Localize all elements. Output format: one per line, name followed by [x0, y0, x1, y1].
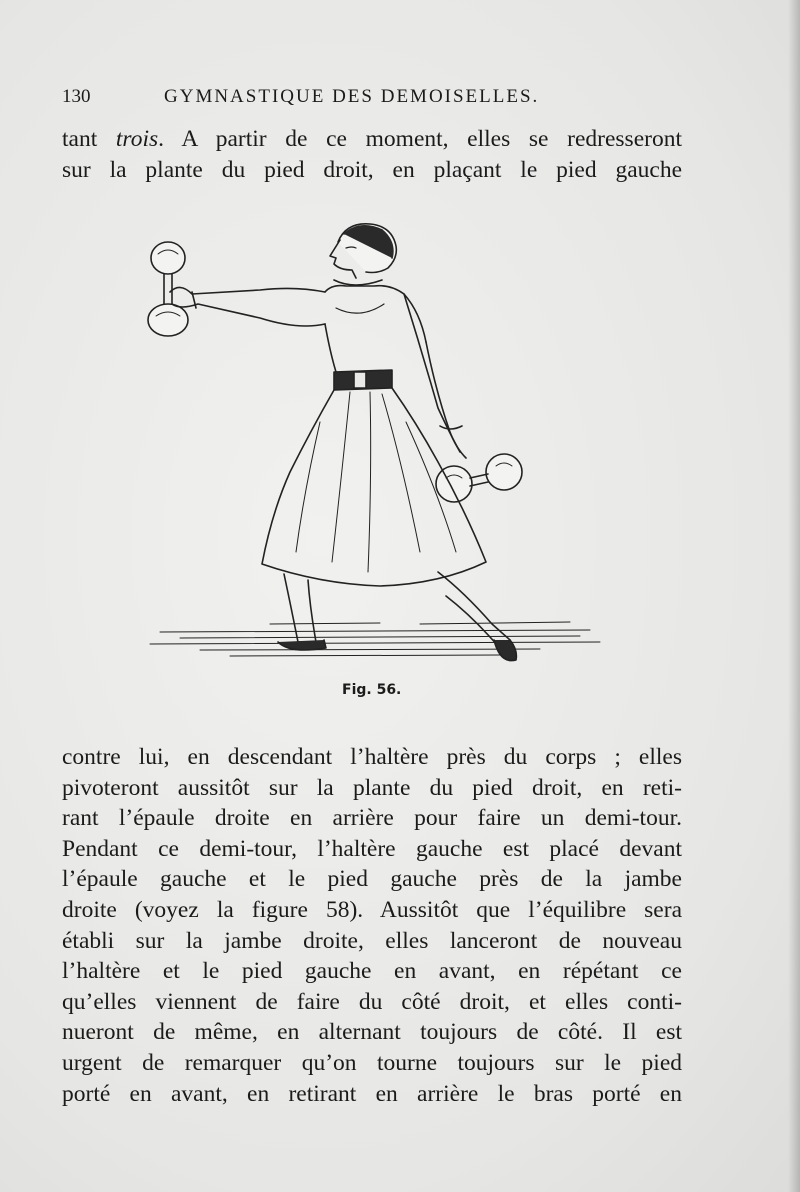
text-line: contre lui, en descendant l’haltère près du corps ; elles	[62, 744, 682, 770]
text-line: établi sur la jambe droite, elles lanceront de nouveau	[62, 927, 682, 954]
text-line: sur la plante du pied droit, en plaçant le pied gauche	[62, 156, 682, 183]
text-line: qu’elles viennent de faire du côté droit, et elles conti-	[62, 988, 682, 1015]
page-edge-shadow	[788, 0, 800, 1192]
raised-arm-upper	[170, 287, 325, 294]
page-number: 130	[62, 86, 91, 107]
dumbbell-lowered	[436, 454, 522, 502]
text-line: tant trois. A partir de ce moment, elles se redresseront	[62, 126, 682, 152]
paragraph-bottom	[62, 742, 682, 1109]
emphasis-word: trois	[115, 126, 159, 152]
text-line: l’épaule gauche et le pied gauche près de la jambe	[62, 866, 682, 893]
woman-with-dumbbells-engraving	[120, 212, 620, 682]
running-title: GYMNASTIQUE DES DEMOISELLES.	[164, 86, 540, 107]
text-line: porté en avant, en retirant en arrière le bras porté en	[62, 1080, 682, 1107]
text-line: nueront de même, en alternant toujours de côté. Il est	[62, 1019, 682, 1046]
collar	[334, 280, 382, 285]
raised-arm-lower	[172, 304, 325, 326]
figure-illustration	[120, 212, 620, 682]
page-header	[62, 86, 682, 110]
figure-caption: Fig. 56.	[342, 682, 402, 698]
text-line: droite (voyez la figure 58). Aussitôt que l’équilibre sera	[62, 896, 682, 923]
skirt	[262, 388, 486, 586]
ground-hatching	[150, 622, 600, 656]
head	[330, 224, 396, 278]
text-line: Pendant ce demi-tour, l’haltère gauche est placé devant	[62, 835, 682, 862]
text-line: urgent de remarquer qu’on tourne toujours sur le pied	[62, 1049, 682, 1076]
text-line: rant l’épaule droite en arrière pour faire un demi-tour.	[62, 805, 682, 832]
text-line: l’haltère et le pied gauche en avant, en répétant ce	[62, 958, 682, 985]
text-line: pivoteront aussitôt sur la plante du pied droit, en reti-	[62, 774, 682, 801]
dumbbell-raised	[148, 242, 188, 336]
paragraph-top	[62, 124, 682, 185]
